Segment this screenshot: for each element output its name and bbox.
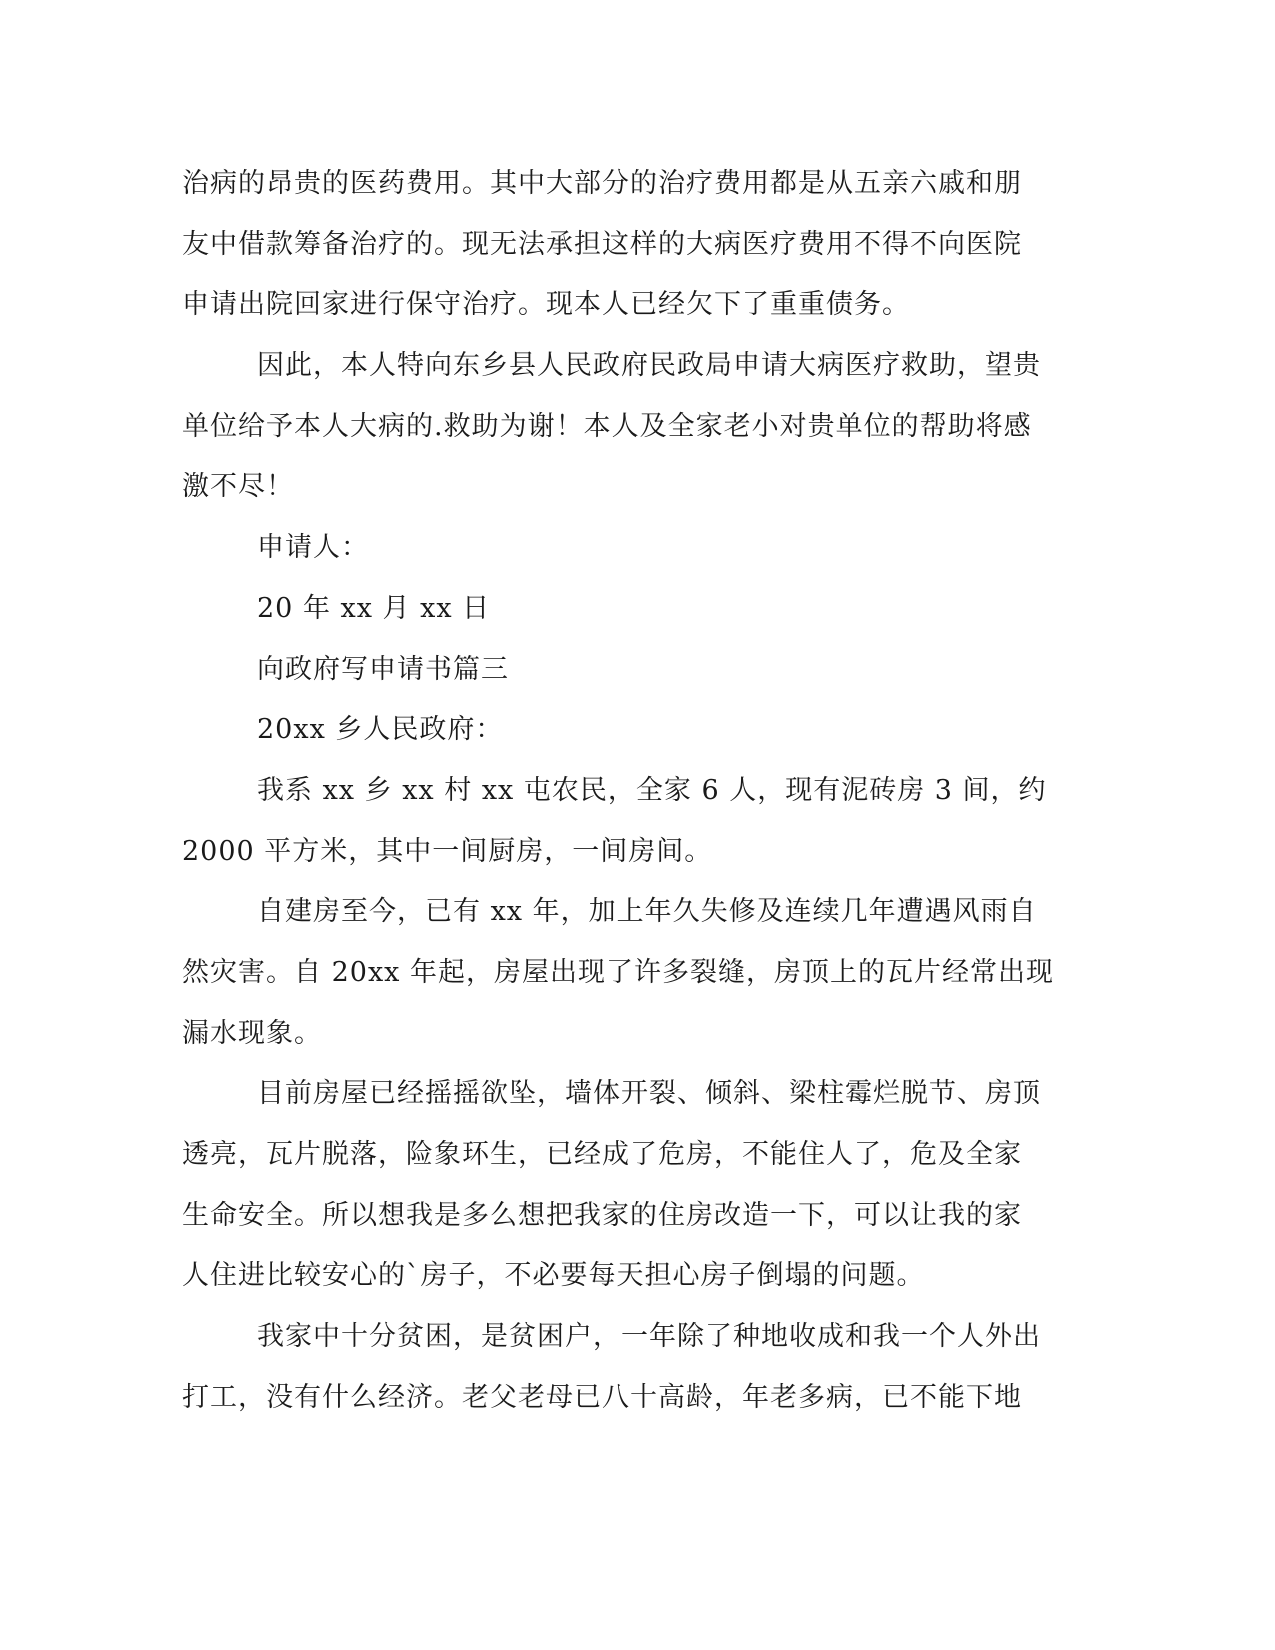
text-line: 治病的昂贵的医药费用。其中大部分的治疗费用都是从五亲六戚和朋 [182,168,1022,199]
addressee: 20xx 乡人民政府： [257,714,504,746]
text-line: 激不尽！ [182,471,294,503]
document-body [182,154,1054,1428]
text-line: 人住进比较安心的`房子，不必要每天担心房子倒塌的问题。 [182,1260,925,1292]
text-line: 打工，没有什么经济。老父老母已八十高龄，年老多病，已不能下地 [182,1381,1022,1413]
text-line: 然灾害。自 20xx 年起，房屋出现了许多裂缝，房顶上的瓦片经常出现 [182,956,1054,988]
text-line: 因此，本人特向东乡县人民政府民政局申请大病医疗救助，望贵 [257,350,1041,382]
text-line: 生命安全。所以想我是多么想把我家的住房改造一下，可以让我的家 [182,1199,1022,1231]
text-line: 申请出院回家进行保守治疗。现本人已经欠下了重重债务。 [182,289,910,321]
text-line: 我系 xx 乡 xx 村 xx 屯农民，全家 6 人，现有泥砖房 3 间，约 [257,774,1047,806]
text-line: 自建房至今，已有 xx 年，加上年久失修及连续几年遭遇风雨自 [257,896,1037,928]
section-title: 向政府写申请书篇三 [257,653,509,685]
applicant-label: 申请人： [257,532,369,564]
text-line: 我家中十分贫困，是贫困户，一年除了种地收成和我一个人外出 [257,1321,1041,1353]
text-line: 透亮，瓦片脱落，险象环生，已经成了危房，不能住人了，危及全家 [182,1139,1022,1170]
text-line: 友中借款筹备治疗的。现无法承担这样的大病医疗费用不得不向医院 [182,228,1022,260]
text-line: 目前房屋已经摇摇欲坠，墙体开裂、倾斜、梁柱霉烂脱节、房顶 [257,1078,1041,1110]
text-line: 单位给予本人大病的.救助为谢！本人及全家老小对贵单位的帮助将感 [182,410,1032,442]
text-line: 漏水现象。 [182,1017,322,1049]
date-line: 20 年 xx 月 xx 日 [257,592,491,624]
text-line: 2000 平方米，其中一间厨房，一间房间。 [182,835,713,867]
